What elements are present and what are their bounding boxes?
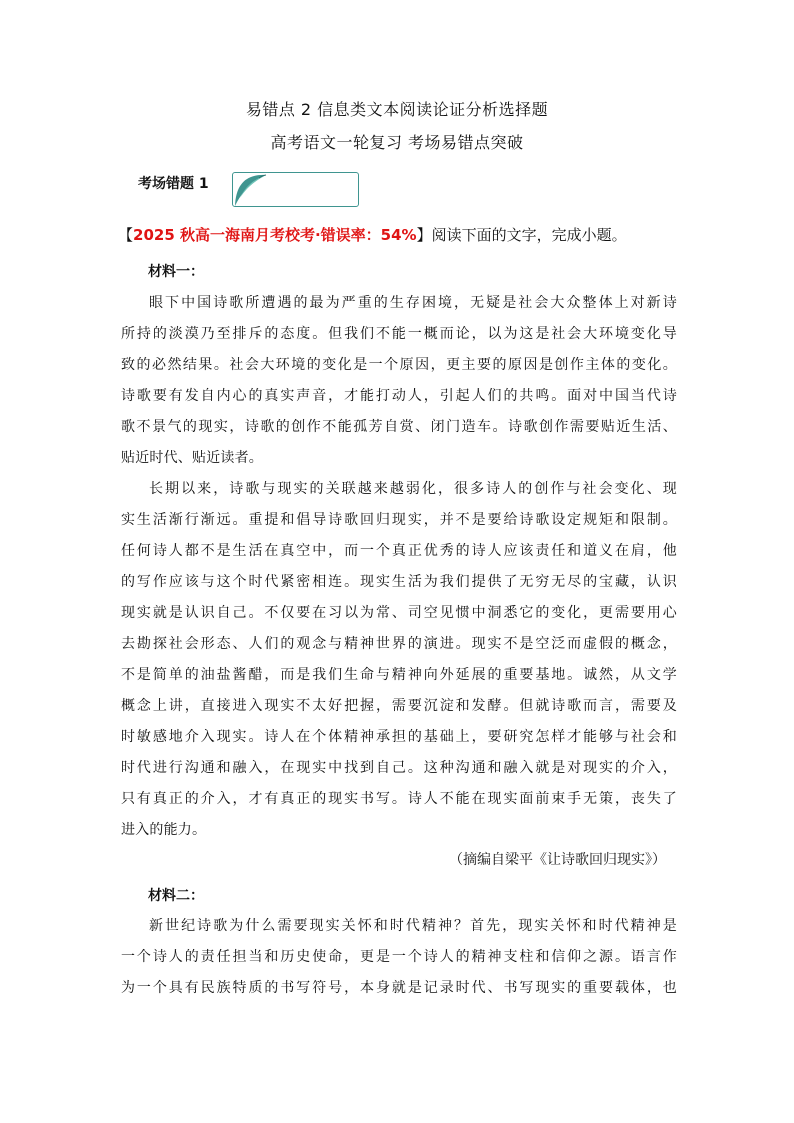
- material-1-line: 时敏感地介入现实。诗人在个体精神承担的基础上，要研究怎样才能够与社会和: [121, 729, 677, 745]
- material-1-line: 诗歌要有发自内心的真实声音，才能打动人，引起人们的共鸣。面对中国当代诗: [121, 388, 677, 404]
- reading-instruction: 阅读下面的文字，完成小题。: [431, 226, 627, 244]
- material-1-line: 概念上讲，直接进入现实不太好把握，需要沉淀和发酵。但就诗歌而言，需要及: [121, 698, 677, 714]
- material-2-line: 新世纪诗歌为什么需要现实关怀和时代精神？首先，现实关怀和时代精神是: [149, 918, 677, 934]
- leaf-icon: [233, 173, 267, 207]
- material-2-line: 一个诗人的责任担当和历史使命，更是一个诗人的精神支柱和信仰之源。语言作: [121, 949, 677, 965]
- material-1-line: 歌不景气的现实，诗歌的创作不能孤芳自赏、闭门造车。诗歌创作需要贴近生活、: [121, 419, 677, 435]
- material-1-line: 实生活渐行渐远。重提和倡导诗歌回归现实，并不是要给诗歌设定规矩和限制。: [121, 512, 677, 528]
- material-1-line: 任何诗人都不是生活在真空中，而一个真正优秀的诗人应该责任和道义在肩，他: [121, 543, 677, 559]
- bracket-close: 】: [416, 226, 432, 244]
- error-rate-highlight: 2025 秋高一海南月考校考·错误率：54%: [133, 226, 417, 244]
- exam-error-label: 考场错题 1: [138, 176, 209, 192]
- question-source-line: [118, 224, 627, 246]
- material-1-line: 致的必然结果。社会大环境的变化是一个原因，更主要的原因是创作主体的变化。: [121, 357, 677, 373]
- material-1-line: 去勘探社会形态、人们的观念与精神世界的演进。现实不是空泛而虚假的概念，: [121, 636, 677, 652]
- material-1-line: 时代进行沟通和融入，在现实中找到自己。这种沟通和融入就是对现实的介入，: [121, 760, 677, 776]
- material-1-line: 所持的淡漠乃至排斥的态度。但我们不能一概而论，以为这是社会大环境变化导: [121, 326, 677, 342]
- material-1-line: 的写作应该与这个时代紧密相连。现实生活为我们提供了无穷无尽的宝藏，认识: [121, 574, 677, 590]
- material-1-heading: 材料一：: [148, 264, 204, 280]
- material-1-line: 现实就是认识自己。不仅要在习以为常、司空见惯中洞悉它的变化，更需要用心: [121, 605, 677, 621]
- material-1-line: 眼下中国诗歌所遭遇的最为严重的生存困境，无疑是社会大众整体上对新诗: [149, 295, 677, 311]
- material-1-line: 长期以来，诗歌与现实的关联越来越弱化，很多诗人的创作与社会变化、现: [149, 481, 677, 497]
- material-1-line: 只有真正的介入，才有真正的现实书写。诗人不能在现实面前束手无策，丧失了: [121, 791, 677, 807]
- page-subtitle: 高考语文一轮复习 考场易错点突破: [270, 133, 524, 152]
- answer-box: [232, 172, 359, 207]
- material-1-line: 贴近时代、贴近读者。: [121, 450, 263, 466]
- material-1-line: 不是简单的油盐酱醋，而是我们生命与精神向外延展的重要基地。诚然，从文学: [121, 667, 677, 683]
- material-1-line: 进入的能力。: [121, 822, 207, 838]
- material-1-citation: （摘编自梁平《让诗歌回归现实》）: [449, 852, 666, 868]
- material-2-heading: 材料二：: [148, 888, 204, 904]
- material-2-line: 为一个具有民族特质的书写符号，本身就是记录时代、书写现实的重要载体，也: [121, 980, 677, 996]
- bracket-open: 【: [118, 226, 134, 244]
- page-title: 易错点 2 信息类文本阅读论证分析选择题: [245, 100, 549, 119]
